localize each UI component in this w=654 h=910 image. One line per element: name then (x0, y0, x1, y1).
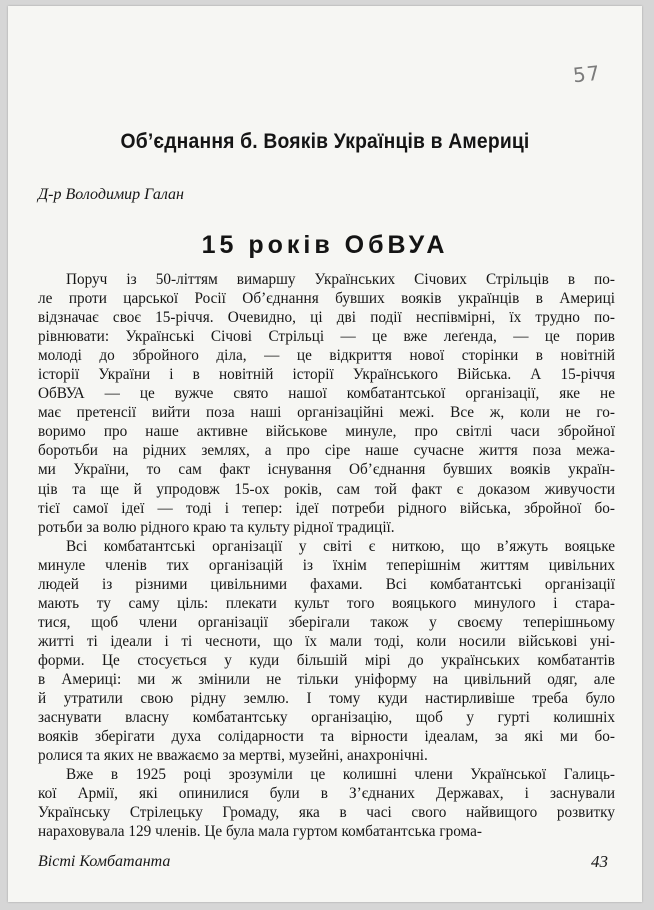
paragraph-line: в Америці: ми ж змінили не тільки уніформу на цивільний одяг, але (38, 670, 615, 688)
paragraph-line: Українську Стрілецьку Громаду, яка в часі свого найвищого розвитку (38, 804, 615, 822)
paragraph-line: форми. Це стосується у куди більшій мірі до українських комбатантів (38, 651, 615, 669)
article-title: 15 років ОбВУА (201, 231, 449, 259)
paragraph-line: мають ту саму ціль: плекати культ того вояцького минулого і стара- (38, 594, 615, 612)
paragraph-line: воримо про наше активне військове минуле, про світлі часи збройної (38, 423, 615, 441)
paragraph-line: нараховувала 129 членів. Це була мала гуртом комбатантська грома- (38, 823, 482, 841)
article-author: Д-р Володимир Галан (38, 186, 184, 203)
footer-page-number: 43 (591, 852, 608, 871)
paragraph-line: житті ті ідеали і ті чесноти, що їх мали тоді, коли носили військові уні- (38, 632, 615, 650)
paragraph-line: історії України і в новітній історії Українського Війська. А 15-річчя (38, 366, 615, 384)
paragraph-line: Поруч із 50-літтям вимаршу Українських Січових Стрільців в по- (66, 271, 615, 288)
paragraph-line: ців та ще й упродовж 15-ох років, сам той факт є доказом живучости (38, 480, 615, 498)
document-page (8, 6, 642, 902)
paragraph-line: молоді до збройного діла, — це відкриття нової сторінки в новітній (38, 347, 615, 365)
paragraph-line: кої Армії, які опинилися були в З’єднаних Державах, і заснували (38, 785, 615, 803)
footer-publication-name: Вісті Комбатанта (38, 853, 171, 870)
paragraph-line: ОбВУА — це вужче свято нашої комбатантської організації, яке не (38, 385, 615, 403)
paragraph-line: Всі комбатантські організації у світі є ниткою, що в’яжуть вояцьке (66, 537, 615, 555)
paragraph-line: має претенсії вийти поза наші організаційні межі. Все ж, коли не го- (38, 404, 615, 422)
paragraph-line: тися, щоб члени організації зберігали також у своєму теперішньому (38, 613, 615, 631)
paragraph-line: вояків зберігати духа солідарности та вірности ідеалам, за які ми бо- (38, 728, 615, 746)
paragraph-line: людей із різними цивільними фахами. Всі комбатантські організації (38, 575, 615, 593)
paragraph-line: ми України, то сам факт існування Об’єднання бувших вояків україн- (38, 461, 615, 479)
paragraph-line: заснувати власну комбатантську організацію, щоб у гурті колишніх (38, 709, 615, 727)
paragraph-line: боротьби на рідних землях, а про сіре наше сучасне життя поза межа- (38, 442, 615, 460)
paragraph-line: ротьби за волю рідного краю та культу рідної традиції. (38, 518, 395, 536)
paragraph-line: й утратили свою рідну землю. І тому куди настирливіше треба було (38, 690, 615, 708)
paragraph-line: тієї самої ідеї — тоді і тепер: ідеї потреби рідного війська, збройної бо- (38, 499, 615, 517)
paragraph-line: ле проти царської Росії Об’єднання бувших вояків українців в Америці (38, 290, 615, 308)
paragraph-line: відзначає своє 15-річчя. Очевидно, ці дві події неспівмірні, їх трудно по- (38, 309, 615, 327)
paragraph-line: рівнювати: Українські Січові Стрільці — це вже леґенда, — це порив (38, 328, 615, 346)
paragraph-line: Вже в 1925 році зрозуміли це колишні члени Української Галиць- (66, 766, 615, 784)
section-header-title: Об’єднання б. Вояків Українців в Америці (120, 130, 530, 153)
handwritten-page-mark: 57 (571, 60, 602, 88)
paragraph-line: ролися та яких не вважаємо за мертві, музейні, анахронічні. (38, 747, 428, 765)
article-body (38, 270, 615, 841)
paragraph-line: минуле членів тих організацій із їхнім теперішнім життям цивільних (38, 556, 615, 574)
